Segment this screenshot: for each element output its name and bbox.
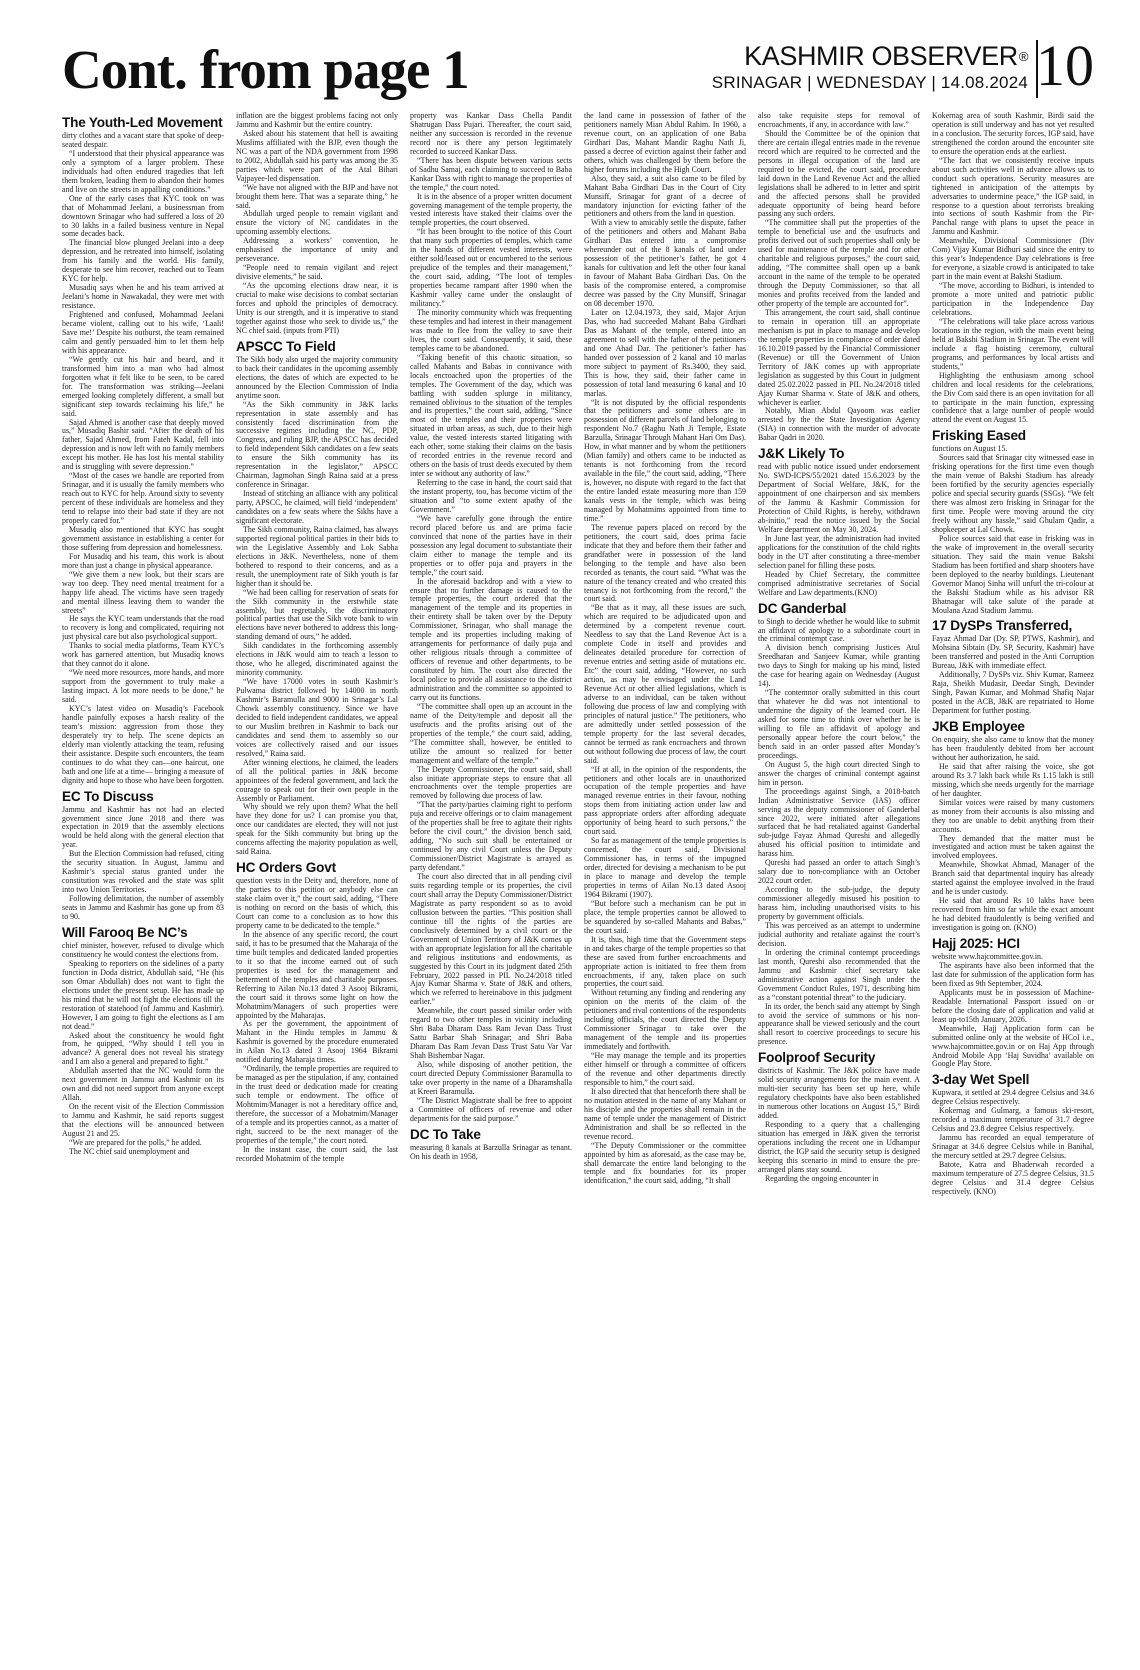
article (932, 1072, 1094, 1196)
article-headline: Frisking Eased (932, 428, 1026, 444)
article-paragraph: “The committee shall open up an account in the name of the Deity/temple and deposit all the usufructs and the profits arising out of the properties of the temple,” the court said, adding, “The committee shall, however, be entitled to utilize the amount so realized for better management and welfare of the temple.” (410, 701, 572, 765)
article-paragraph: the land came in possession of father of the petitioners namely Mian Abdul Rahim. In 1960, a revenue court, on an application of one Baba Girdhari Das, Mahant Mandir Raghu Nath Ji, passed a decree of eviction against their father and others, which was challenged by them before the higher forums including the High Court. (584, 112, 746, 174)
publication-name-text: KASHMIR OBSERVER (744, 41, 1018, 71)
article-paragraph: measuring 8 kanals at Barzulla Srinagar as tenant. On his death in 1958, (410, 1142, 572, 1161)
article-paragraph: Sources said that Srinagar city witnessed ease in frisking operations for the first time even though the main venue of Bakshi Stadium has already been fortified by the security agencies especially police and special security guards (SSGs). “We felt there was almost zero frisking in Srinagar for the first time. People were moving around the city freely without any hassle,” said Ghulam Qadir, a shopkeeper at Lal Chowk. (932, 453, 1094, 534)
article-paragraph: Regarding the ongoing encounter in (765, 1173, 879, 1183)
article (410, 112, 572, 1124)
article-headline: The Youth-Led Movement (62, 115, 223, 130)
article-paragraph: “He may manage the temple and its properties either himself or through a committee of officers of the revenue and other departments directly responsible to him,” the court said. (584, 1051, 746, 1087)
article-paragraph: Police sources said that ease in frisking was in the wake of improvement in the overall security situation. They said the main venue Bakshi Stadium has been fortified and sharp shooters have been deployed to the nearby buildings. Lieutenant Governor Manoj Sinha will unfurl the tri-colour at the Bakshi Stadium while as his advisor RR Bhatnagar will take salute of the parade at Moulana Azad Stadium Jammu. (932, 533, 1094, 615)
article-paragraph: “We had been calling for reservation of seats for the Sikh community in the erstwhile state assembly, but regrettably, the discriminatory political parties that use the Sikh vote bank to win elections have never bothered to address this long-standing demand of ours,” he added. (236, 587, 398, 642)
article-paragraph: He says the KYC team understands that the road to recovery is long and complicated, requiring not just physical care but also psychological support. (62, 614, 224, 642)
article-paragraph: question vests in the Deity and, therefore, none of the parties to this petition or anybody else can stake claim over it,” the court said, adding, “There is nothing on record on the basis of which, this Court can come to a conclusion as to how this property came to be dedicated to the temple.” (236, 876, 398, 930)
article-paragraph: Later on 12.04.1973, they said, Major Arjun Das, who had succeeded Mahant Baba Girdhari Das as Mahant of the temple, entered into an agreement to sell with the father of the petitioners and one Ahad Dar. The petitioner’s father has handed over possession of 2 kanal and 10 marlas more subject to payment of Rs.3400, they said. This is how, they said, their father came in possession of total land measuring 6 kanal and 10 marlas. (584, 307, 746, 398)
article (62, 115, 224, 786)
article-paragraph: Notably, Mian Abdul Qayoom was earlier arrested by the the State Investigation Agency (SIA) in connection with the murder of advocate Babar Qadri in 2020. (758, 406, 920, 443)
article-paragraph: “The celebrations will take place across various locations in the region, with the main event being held at Bakshi Stadium in Srinagar. The event will include a flag hoisting ceremony, cultural programs, and performances by local artists and students,” (932, 316, 1094, 371)
article-paragraph: The aspirants have also been informed that the last date for submission of the application form has been fixed as 9th September, 2024. (932, 960, 1094, 988)
article-paragraph: In June last year, the administration had invited applications for the constitution of the child rights body in the UT after constituting a three-member selection panel for filling these posts. (758, 533, 920, 570)
article-paragraph: Kupwara, it settled at 29.4 degree Celsius and 34.6 degree Celsius respectively. (932, 1088, 1094, 1107)
article-paragraph: The financial blow plunged Jeelani into a deep depression, and he retreated into himself, isolating from his family and the world. His family, desperate to see him recover, reached out to Team KYC for help. (62, 238, 224, 284)
article-paragraph: He said that around Rs 10 lakhs have been recovered from him so far while the exact amount he had debited fraudulently is being verified and investigation is going on. (KNO) (932, 896, 1094, 933)
article-paragraph: Additionally, 7 DySPs viz. Shiv Kumar, Rameez Raja, Sheikh Mudasir, Deedar Singh, Devinder Singh, Pawan Kumar, and Mohmad Shafiq Najar posted in the ACB, J&K are repatriated to Home Department for further posting. (932, 670, 1094, 716)
article-paragraph: “The fact that we consistently receive inputs about such activities well in advance allows us to conduct such operations. Security measures are tightened in anticipation of the attempts by adversaries to undermine peace,” the IGP said, in response to a question about terrorists breaking into sections of south Kashmir from the Pir-Panchal range with plans to upset the peace in Jammu and Kashmir. (932, 155, 1094, 237)
article-headline: APSCC To Field (236, 338, 336, 354)
article-paragraph: Why should we rely upon them? What the hell have they done for us? I can promise you that, once our candidates are elected, they will not just speak for the Sikh community but bring up the concerns affecting the majority population as well, said Raina. (236, 802, 398, 857)
article-headline: 3-day Wet Spell (932, 1072, 1030, 1088)
article-paragraph: “It has been brought to the notice of this Court that many such properties of temples, which came in the hands of different vested interests, were either sold/leased out or encumbered to the serious prejudice of the temples and their management,” the court said, adding, “The loot of temples properties became rampant after 1990 when the Kashmir valley came under the onslaught of militancy.” (410, 227, 572, 309)
masthead (62, 0, 1094, 112)
article (236, 860, 398, 1164)
article-paragraph: Kokernag and Gulmarg, a famous ski-resort, recorded a maximum temperature of 31.7 degree Celsius and 23.8 degree Celsius respectively. (932, 1106, 1094, 1134)
article-paragraph: “The committee shall put the properties of the temple to beneficial use and the usufructs and profits derived out of such properties shall only be used for maintenance of the temple and for other charitable and religious purposes,” the court said, adding, “The committee shall open up a bank account in the name of the temple to be operated through the Deputy Commissioner, so that all monies and profits received from the landed and other property of the temple are accounted for”. (758, 218, 920, 309)
article-paragraph: “Taking benefit of this chaotic situation, so called Mahants and Babas in connivance with locals encroached upon the properties of the temples. The Government of the day, which was battling with sudden splurge in militancy, remained oblivious to the situation of the temples and its properties,” the court said, adding, “Since most of the temples and their properties were situated in urban areas, as such, due to their high value, the vested interests started litigating with each other, some staking their claims on the basis of recorded entries in the revenue record and others on the basis of trust deeds executed by them inter se without any authority of law.” (410, 352, 572, 479)
article (932, 112, 1094, 425)
article-paragraph: According to the sub-judge, the deputy commissioner allegedly misused his position to harass him, including unauthorised visits to his property by government officials. (758, 885, 920, 922)
article-paragraph: “That the party/parties claiming right to perform puja and receive offerings or to claim management of the properties shall be free to agitate their rights before the civil court,” the division bench said, adding, “No such suit shall be entertained or continued by any civil Court unless the Deputy Commissioner/District Magistrate is arrayed as party defendant.” (410, 800, 572, 873)
article-paragraph: It is in the absence of a proper written document governing management of the temple property, the vested interests have staked their claims over the temple properties, the court observed. (410, 191, 572, 228)
article-paragraph: Jammu and Kashmir has not had an elected government since June 2018 and there was expectation in 2019 that the assembly elections would be held along with the general election that year. (62, 804, 224, 850)
article-paragraph: On August 5, the high court directed Singh to answer the charges of criminal contempt against him in person. (758, 759, 920, 787)
article-paragraph: The minority community which was frequenting these temples and had interest in their management was made to flee from the valley to save their lives, the court said. Consequently, it said, these temples came to be abandoned. (410, 307, 572, 353)
article-headline: J&K Likely To (758, 446, 845, 462)
article-paragraph: Should the Committee be of the opinion that there are certain illegal entries made in the revenue record which are required to be corrected and the persons in illegal occupation of the land are required to be evicted, the court said, procedure laid down in the Land Revenue Act and the allied legislations shall be adhered to in letter and spirit and the affected persons shall be provided adequate opportunity of being heard before passing any such orders. (758, 128, 920, 219)
article (236, 339, 398, 857)
article-paragraph: Qureshi had passed an order to attach Singh’s salary due to non-compliance with an October 2022 court order. (758, 858, 920, 886)
column-6 (932, 112, 1094, 1648)
article-paragraph: The proceedings against Singh, a 2018-batch Indian Administrative Service (IAS) officer serving as the deputy commissioner of Ganderbal since 2022, were initiated after allegations surfaced that he had retaliated against Ganderbal sub-judge Fayaz Ahmad Qureshi and allegedly abused his official position to intimidate and harass him. (758, 786, 920, 859)
article-paragraph: “If at all, in the opinion of the respondents, the petitioners and other locals are in unauthorized occupation of the temple properties and have managed revenue entries in their favour, nothing stops them from initiating action under law and pass appropriate orders after affording adequate opportunity of being heard to such persons,” the court said. (584, 764, 746, 837)
article-paragraph: “But before such a mechanism can be put in place, the temple properties cannot be allowed to be squandered by so-called Mahants and Babas,” the court said. (584, 898, 746, 935)
article-paragraph: Addressing a workers’ convention, he emphasised the importance of unity and perseverance. (236, 236, 398, 264)
article-paragraph: In the instant case, the court said, the last recorded Mohatmim of the temple (236, 1144, 398, 1163)
article-paragraph: Musadiq also mentioned that KYC has sought government assistance in establishing a center for those suffering from depression and homelessness. (62, 524, 224, 552)
article-paragraph: In its order, the bench said any attempt by Singh to avoid the service of summons or his non-appearance shall be viewed seriously and the court shall resort to coercive proceedings to secure his presence. (758, 1001, 920, 1047)
article-headline: Foolproof Security (758, 1050, 876, 1066)
article-paragraph: Meanwhile, Showkat Ahmad, Manager of the Branch said that departmental inquiry has already started against the employee involved in the fraud and he is under custody. (932, 860, 1094, 897)
article-headline: HC Orders Govt (236, 860, 336, 876)
article-paragraph: Also, while disposing of another petition, the court directed Deputy Commissioner Baramulla to take over property in the name of a Dharamshalla at Kreeri Baramulla. (410, 1060, 572, 1096)
article-paragraph: “We need more resources, more hands, and more support from the government to truly make a lasting impact. A lot more needs to be done,” he said. (62, 668, 224, 705)
article-paragraph: KYC’s latest video on Musadiq’s Facebook handle painfully exposes a harsh reality of the team’s mission: aggression from those they desperately try to help. The scene depicts an elderly man violently attacking the team, refusing their assistance. Despite such encounters, the team continues to do what they can—one haircut, one bath and one life at a time— bringing a measure of dignity and hope to those who have been forgotten. (62, 704, 224, 785)
article-headline: Will Farooq Be NC’s (62, 924, 188, 940)
article-paragraph: “We have 17000 votes in south Kashmir’s Pulwama district followed by 14000 in north Kashmir’s Baramulla and 9000 in Srinagar’s Lal Chowk assembly constituency. Since we have decided to field independent candidates, we appeal to our Muslim brethren in Kashmir to back our candidates and send them to assembly so our voices are collectively raised and our issues resolved,” Raina said. (236, 677, 398, 758)
article-paragraph: It also directed that that henceforth there shall be no mutation attested in the name of any Mahant or his disciple and the properties shall remain in the name of temple under the management of District Administration and shall be so reflected in the revenue record. (584, 1086, 746, 1141)
article (410, 1127, 572, 1162)
article-headline: DC Ganderbal (758, 600, 847, 616)
article-paragraph: Fayaz Ahmad Dar (Dy. SP, PTWS, Kashmir), and Mohsina Sibtain (Dy. SP, Security, Kashmir) have been transferred and posted in the Anti Corruption Bureau, J&K with immediate effect. (932, 634, 1094, 671)
article-paragraph: Thanks to social media platforms, Team KYC’s work has garnered attention, but Musadiq knows that they cannot do it alone. (62, 641, 224, 669)
article-paragraph: One of the early cases that KYC took on was that of Mohammad Jeelani, a businessman from downtown Srinagar who had suffered a loss of 20 to 30 lakhs in a failed business venture in Nepal some decades back. (62, 193, 224, 239)
page-number: 10 (1036, 33, 1094, 98)
article (932, 936, 1094, 1069)
article-paragraph: Meanwhile, Divisional Commissioner (Div Com) Vijay Kumar Bidhuri said since the entry to this year’s Independence Day celebrations is free for everyone, a sizable crowd is anticipated to take part in the main event at Bakshi Stadium. (932, 236, 1094, 282)
article-paragraph: So far as management of the temple properties is concerned, the court said, Divisional Commissioner has, in terms of the impugned order, directed for devising a mechanism to be put in place to manage and develop the temple properties in terms of Ailan No.13 dated Asooj 1964 Bikrami (1907). (584, 836, 746, 899)
article-paragraph: They demanded that the matter must be investigated and action must be taken against the involved employees. (932, 833, 1094, 861)
article-headline: Hajj 2025: HCI (932, 936, 1020, 952)
article-paragraph: Meanwhile, the court passed similar order with regard to two other temples in vicinity including Shri Baba Dharam Dass Ram Jevan Dass Trust Sattu Barbar Shah Srinagar; and Shri Baba Dharam Das Ram Jevan Dass Trust Satu Var Var Shah Bishembar Nagar. (410, 1006, 572, 1061)
registered-mark: ® (1018, 49, 1028, 64)
article-paragraph: Meanwhile, Hajj Application form can be submitted online only at the website of HCoI i.e., www.hajcommittee.gov.in or on Haj App through Android Mobile App ‘Haj Suvidha’ available on Google Play Store. (932, 1023, 1094, 1069)
column-5 (758, 112, 920, 1648)
article-paragraph: Abdullah urged people to remain vigilant and ensure the victory of NC candidates in the upcoming assembly elections. (236, 209, 398, 237)
article-paragraph: “There has been dispute between various sects of Sadhu Samaj, each claiming to succeed to Baba Kankar Dass with right to manage the properties of the temple,” the court noted. (410, 155, 572, 192)
article-paragraph: A division bench comprising Justices Atul Sreedharan and Sanjeev Kumar, while granting two days to Singh for making up his mind, listed the case for hearing again on Wednesday (August 14). (758, 643, 920, 689)
article-paragraph: Referring to the case in hand, the court said that the instant property, too, has become victim of the situation and “to some extent apathy of the Government.” (410, 478, 572, 514)
article-paragraph: As per the government, the appointment of Mahant in the Hindu temples in Jammu & Kashmir is governed by the procedure enumerated in Ailan No.13 dated 3 Asooj 1964 Bikrami notified during Maharaja times. (236, 1019, 398, 1065)
article-paragraph: “I understood that their physical appearance was only a symptom of a larger problem. These individuals had often endured tragedies that left them broken, leading them to abandon their homes and live on the streets in appalling conditions.” (62, 148, 224, 194)
article-paragraph: dirty clothes and a vacant stare that spoke of deep-seated despair. (62, 131, 224, 149)
article-paragraph: The revenue papers placed on record by the petitioners, the court said, does prima facie indicate that they and before them their father and grandfather were in possession of the land belonging to the temple and have also been recorded as tenants, the court said. “What was the nature of the tenancy created and who created this tenancy is not forthcoming from the record,” the court said. (584, 522, 746, 604)
article (758, 1050, 920, 1183)
article-headline: JKB Employee (932, 719, 1025, 735)
article-paragraph: also take requisite steps for removal of encroachments, if any, in accordance with law.” (758, 112, 920, 129)
article-paragraph: Batote, Katra and Bhaderwah recorded a maximum temperature of 27.5 degree Celsius, 31.5 degree Celsius and 31.4 degree Celsius respectively. (KNO) (932, 1160, 1094, 1196)
article-paragraph: The Sikh body also urged the majority community to back their candidates in the upcoming assembly elections, the dates of which are expected to be announced by the Election Commission of India anytime soon. (236, 354, 398, 400)
article-paragraph: districts of Kashmir. The J&K police have made solid security arrangements for the main event. A multi-tier security has been set up here, while regulatory checkpoints have also been established in numerous other locations on August 15,” Birdi added. (758, 1066, 920, 1121)
column-3 (410, 112, 572, 1648)
article-paragraph: property was Kankar Dass Chella Pandit Shatrugan Dass Pujari. Thereafter, the court said, neither any succession is recorded in the revenue record nor is there any person legitimately recorded to succeed Kankar Dass. (410, 112, 572, 156)
article-paragraph: website www.hajcommittee.gov.in. (932, 952, 1043, 962)
article-paragraph: “We gently cut his hair and beard, and it transformed him into a man who had almost forgotten what it felt like to be seen, to be cared for. The transformation was striking—Jeelani emerged looking completely different, a small but significant step towards reclaiming his life,” he said. (62, 354, 224, 418)
article-columns (62, 112, 1094, 1648)
article-paragraph: On the recent visit of the Election Commission to Jammu and Kashmir, he said reports suggest that the elections will be announced between August 21 and 25. (62, 1102, 224, 1138)
article (932, 719, 1094, 933)
article-paragraph: “It is not disputed by the official respondents that the petitioners and some others are in possession of different parcels of land belonging to respondent No.7 (Raghu Nath Ji Temple, Estate Barzulla, Srinagar Through Mahant Hari Om Das). How, in what manner and by whom the petitioners (Mian family) and others came to be inducted as tenants is not forthcoming from the record available in the file,” the court said, adding, “There is, however, no dispute with regard to the fact that the entire landed estate measuring more than 159 kanals vests in the temple, which was being managed by Mohatmims appointed from time to time.” (584, 397, 746, 523)
article (62, 789, 224, 922)
article (236, 112, 398, 336)
article-paragraph: “The Deputy Commissioner or the committee appointed by him as aforesaid, as the case may be, shall demarcate the entire land belonging to the temple and fix boundaries for its proper identification,” the court said, adding, “It shall (584, 1140, 746, 1186)
article-paragraph: Kokernag area of south Kashmir, Birdi said the operation is still underway and has not yet resulted in a conclusion. The security forces, IGP said, have strengthened the cordon around the encounter site to ensure the operation ends at the earliest. (932, 112, 1094, 156)
article-paragraph: It is, thus, high time that the Government steps in and takes charge of the temple properties so that these are saved from further encroachments and appropriate action is initiated to free them from encroachments, if any, taken place on such properties, the court said. (584, 934, 746, 989)
article-paragraph: chief minister, however, refused to divulge which constituency he would contest the elections from. (62, 940, 224, 959)
article-paragraph: Jammu has recorded an equal temperature of Srinagar at 34.6 degree Celsius while in Banihal, the mercury settled at 29.7 degree Celsius. (932, 1133, 1094, 1161)
article-headline: DC To Take (410, 1126, 481, 1142)
article-paragraph: Following delimitation, the number of assembly seats in Jammu and Kashmir has gone up from 83 to 90. (62, 894, 224, 922)
article-paragraph: Headed by Chief Secretary, the committee comprised administrative secretaries of Social Welfare and Law departments.(KNO) (758, 569, 920, 597)
article (758, 112, 920, 443)
article-paragraph: “As the upcoming elections draw near, it is crucial to make wise decisions to combat sectarian forces and uphold the principles of democracy. Unity is our strength, and it is imperative to stand together against those who seek to divide us,” the NC chief said. (inputs from PTI) (236, 281, 398, 335)
article-headline: 17 DySPs Transferred, (932, 618, 1073, 634)
article-paragraph: Highlighting the enthusiasm among school children and local residents for the celebrations, the Div Com said there is an open invitation for all to participate in the main function, expressing confidence that a large number of people would attend the event on August 15. (932, 370, 1094, 425)
article-paragraph: After winning elections, he claimed, the leaders of all the political parties in J&K become appointees of the federal government, and lack the courage to speak out for their own people in the Assembly or Parliament. (236, 757, 398, 803)
column-2 (236, 112, 398, 1648)
article-paragraph: The Deputy Commissioner, the court said, shall also initiate appropriate steps to ensure that all encroachments over the temple properties are removed by following due process of law. (410, 764, 572, 801)
article-paragraph: Asked about the constituency he would fight from, he quipped, “Why should I tell you in advance? A general does not reveal his strategy and I am also a general and prepared to fight.” (62, 1030, 224, 1067)
article-paragraph: Applicants must be in possession of Machine-Readable International Passport issued on or before the closing date of application and valid at least up-to15th January, 2026. (932, 987, 1094, 1024)
column-4 (584, 112, 746, 1648)
article-paragraph: This arrangement, the court said, shall continue to remain in operation till an appropriate mechanism is put in place to manage and develop the temple properties in compliance of order dated 16.10.2019 passed by the Financial Commissioner (Revenue) or till the Government of Union Territory of J&K comes up with appropriate legislation as suggested by this Court in judgment dated 25.02.2022 passed in PIL No.24/2018 titled Ajay Kumar Sharma v. State of J&K and others, whichever is earlier. (758, 307, 920, 407)
article-paragraph: “Most of the cases we handle are reported from Srinagar, and it is usually the family members who reach out to KYC for help. Around sixty to seventy percent of these individuals are homeless and they tend to relapse into their bad state if they are not properly cared for.” (62, 471, 224, 525)
article-paragraph: “Be that as it may, all these issues are such, which are required to be adjudicated upon and determined by a competent revenue court. Needless to say that the Land Revenue Act is a complete Code in itself and provides and delineates detailed procedure for correction of revenue entries and setting aside of mutations etc. Etc” the court said, adding, “However, no such action, as may be envisaged under the Land Revenue Act or other allied legislations, which is adverse to an individual, can be taken without following due process of law and complying with principles of natural justice.” The petitioners, who are admittedly under settled possession of the temple property for the last several decades, cannot be termed as rank encroachers and thrown out without following due process of law, the court said. (584, 603, 746, 765)
article-paragraph: “People need to remain vigilant and reject divisive elements,” he said. (236, 263, 398, 282)
article-paragraph: The Sikh community, Raina claimed, has always supported regional political parties in their bids to win the Legislative Assembly and Lok Sabha elections in J&K. Nevertheless, none of them bothered to respond to their concerns, and as a result, the unemployment rate of Sikh youth is far higher than it should be. (236, 524, 398, 588)
article-paragraph: Also, they said, a suit also came to be filed by Mahant Baba Girdhari Das in the Court of City Munsiff, Srinagar for grant of a decree of mandatory injunction for evicting father of the petitioners and others from the land in question. (584, 173, 746, 219)
article-paragraph: In the aforesaid backdrop and with a view to ensure that no further damage is caused to the temple properties, the court ordered that the management of the temple and its properties in their entirety shall be taken over by the Deputy Commissioner, Srinagar, who shall manage the temple and its properties including making of arrangements for performance of daily puja and other religious rituals through a committee of officers of revenue and other departments, to be constituted by him. The court also directed the local police to provide all assistance to the district administration and the committee so appointed to carry out its functions. (410, 576, 572, 702)
article-paragraph: Musadiq says when he and his team arrived at Jeelani’s home in Nawakadal, they were met with resistance. (62, 283, 224, 311)
article-paragraph: On enquiry, she also came to know that the money has been fraudulently debited from her account without her authorization, he said. (932, 735, 1094, 762)
article (584, 112, 746, 1186)
article-paragraph: In ordering the criminal contempt proceedings last month, Qureshi also recommended that the Jammu and Kashmir chief secretary take administrative action against Singh under the Government Conduct Rules, 1971, describing him as a “constant potential threat” to the judiciary. (758, 947, 920, 1002)
brand-block (712, 42, 1028, 94)
article-paragraph: “We give them a new look, but their scars are way too deep. They need mental treatment for a happy life ahead. The victims have seen tragedy and mental illness leaving them to wander the streets” (62, 569, 224, 615)
article-paragraph: But the Election Commission had refused, citing the security situation. In August, Jammu and Kashmir’s special status granted under the constitution was revoked and the state was split into two Union Territories. (62, 849, 224, 895)
article-paragraph: “As the Sikh community in J&K lacks representation in state assembly and has consistently faced discrimination from the successive regimes including the NC, PDP, Congress, and ruling BJP, the APSCC has decided to field independent Sikh candidates on a few seats to ensure the Sikh community has its representation in the legislator,” APSCC Chairman, Jagmohan Singh Raina said at a press conference in Srinagar. (236, 399, 398, 490)
article-paragraph: In the absence of any specific record, the court said, it has to be presumed that the Maharaja of the time built temples and dedicated landed properties to it so that the income earned out of such properties is used for the management and betterment of the temples and charitable purposes. Referring to Ailan No.13 dated 3 Asooj Bikrami, the court said it throws some light on how the Mohatmim/Managers of such properties were appointed by the Maharajas. (236, 929, 398, 1020)
page-title: Cont. from page 1 (62, 39, 469, 100)
article-paragraph: “We have carefully gone through the entire record placed before us and are prima facie convinced that none of the parties have in their possession any legal document to substantiate their claim either to manage the temple and its properties or to offer puja and prayers in the temple,” the court said. (410, 513, 572, 577)
article-paragraph: He said that after raising the voice, she got around Rs 3.7 lakh back while Rs 1.15 lakh is still missing, which she needs urgently for the marriage of her daughter. (932, 761, 1094, 798)
article-paragraph: read with public notice issued under endorsement No. SWD-ICPS/55/2021 dated 15.6.2023 by the Department of Social Welfare, J&K, for the appointment of one chairperson and six members of the Jammu & Kashmir Commission for Protection of Child Rights, is hereby, withdrawn ab-initio,” read the notice issued by the Social Welfare department on May 30, 2024. (758, 462, 920, 534)
article-paragraph: “We have not aligned with the BJP and have not brought them here. That was a separate thing,” he said. (236, 182, 398, 210)
article-paragraph: The court also directed that in all pending civil suits regarding temple or its properties, the civil court shall array the Deputy Commissioner/District Magistrate as party respondent so as to avoid collusion between the parties. “This position shall continue till the rights of the parties are conclusively determined by a civil court or the Government of Union Territory of J&K comes up with an appropriate legislation for all the charitable and religious institutions and endowments, as suggested by this Court in its judgment dated 25th February, 2022 passed in PIL No.24/2018 titled Ajay Kumar Sharma v. State of J&K and others, which we referred to hereinabove in this judgment earlier.” (410, 872, 572, 1007)
article-paragraph: “We are prepared for the polls,” he added. (69, 1137, 202, 1147)
article-paragraph: Speaking to reporters on the sidelines of a party function in Doda district, Abdullah said, “He (his son Omar Abdullah) does not want to fight the elections under the present setup. He has made up his mind that he will not fight the elections till the restoration of statehood (of Jammu and Kashmir). However, I am going to fight the elections as I am not dead.” (62, 958, 224, 1031)
publication-name (712, 42, 1028, 70)
article-paragraph: Abdullah asserted that the NC would form the next government in Jammu and Kashmir on its own and did not need support from anyone except Allah. (62, 1066, 224, 1103)
article-paragraph: With a view to amicably settle the dispute, father of the petitioners and others and Mahant Baba Girdhari Das entered into a compromise whereunder out of the 8 kanals of land under possession of the petitioner’s father, he got 4 kanals for cultivation and left the other four kanal in favour of Mahant Baba Girdhari Das. On the basis of the compromise entered, a compromise decree was passed by the City Munsiff, Srinagar on 08 december 1970. (584, 218, 746, 309)
article-paragraph: “The District Magistrate shall be free to appoint a Committee of officers of revenue and other departments for the said purpose.” (410, 1095, 572, 1123)
article-paragraph: Responding to a query that a challenging situation has emerged in J&K given the terrorist operations including the recent one in Udhampur district, the IGP said the security setup is designed keeping this scenario in mind to ensure the pre-arranged plans stay sound. (758, 1120, 920, 1174)
article-paragraph: For Musadiq and his team, this work is about more than just a change in physical appearance. (62, 551, 224, 570)
article-paragraph: The NC chief said unemployment and (69, 1146, 190, 1156)
article-paragraph: This was perceived as an attempt to undermine judicial authority and retaliate against the court’s decision. (758, 920, 920, 948)
column-1 (62, 112, 224, 1648)
article (62, 925, 224, 1157)
article (932, 428, 1094, 615)
article-paragraph: “Ordinarily, the temple properties are required to be managed as per the stipulation, if any, contained in the trust deed or dedication made for creating such temple or endowment. The office of Mohtmim/Manager is not a hereditary office and, therefore, the successor of a Mohatmim/Manager of a temple and its properties cannot, as a matter of right, succeed to be the next manager of the properties of the temple,” the court noted. (236, 1064, 398, 1145)
dateline: SRINAGAR | WEDNESDAY | 14.08.2024 (711, 73, 1028, 92)
article-paragraph: Instead of stitching an alliance with any political party, APSCC, he claimed, will field ‘independent’ candidates on a few seats where the Sikhs have a significant electorate. (236, 489, 398, 525)
article-headline: EC To Discuss (62, 788, 154, 804)
article-paragraph: “The move, according to Bidhuri, is intended to promote a more united and patriotic public participation in the Independence Day celebrations. (932, 281, 1094, 317)
article (758, 446, 920, 597)
article-paragraph: to Singh to decide whether he would like to submit an affidavit of apology to a subordinate court in the criminal contempt case. (758, 616, 920, 644)
article (758, 601, 920, 1048)
article-paragraph: Sajad Ahmed is another case that deeply moved us,” Musadiq Bashir said. “After the death of his father, Sajad Ahmed, from Fateh Kadal, fell into depression and is now left with no family members except his mother. He has lost his mental stability and is struggling with severe depression.” (62, 417, 224, 472)
article-paragraph: Frightened and confused, Mohammad Jeelani became violent, calling out to his wife, ‘Laali! Save me!’ Despite his outburst, the team remained calm and gently persuaded him to let them help with his appearance. (62, 310, 224, 355)
article-paragraph: functions on August 15. (932, 444, 1008, 454)
article-paragraph: inflation are the biggest problems facing not only Jammu and Kashmir but the entire country. (236, 112, 398, 129)
article-paragraph: “The contemnor orally submitted in this court that whatever he did was not intentional to undermine the dignity of the learned court. He asked for some time to think over whether he is willing to file an affidavit of apology and personally appear before the court below,” the bench said in an order passed after Monday’s proceedings. (758, 688, 920, 760)
article (932, 618, 1094, 716)
article-paragraph: Without returning any finding and rendering any opinion on the merits of the claim of the petitioners and rival contentions of the respondents including officials, the court directed the Deputy Commissioner Srinagar to take over the management of the temple and its properties immediately and forthwith. (584, 988, 746, 1052)
article-paragraph: Sikh candidates in the forthcoming assembly elections in J&K would aim to teach a lesson to those, who he alleged, discriminated against the minority community. (236, 641, 398, 678)
article-paragraph: Asked about his statement that hell is awaiting Muslims affiliated with the BJP, even though the NC was a part of the NDA government from 1998 to 2002, Abdullah said his party was among the 35 parties which were part of the Atal Bihari Vajpayee-led dispensation. (236, 128, 398, 183)
article-paragraph: Similar voices were raised by many customers as money from their accounts is also missing and they too are unable to debit anything from their accounts. (932, 797, 1094, 834)
